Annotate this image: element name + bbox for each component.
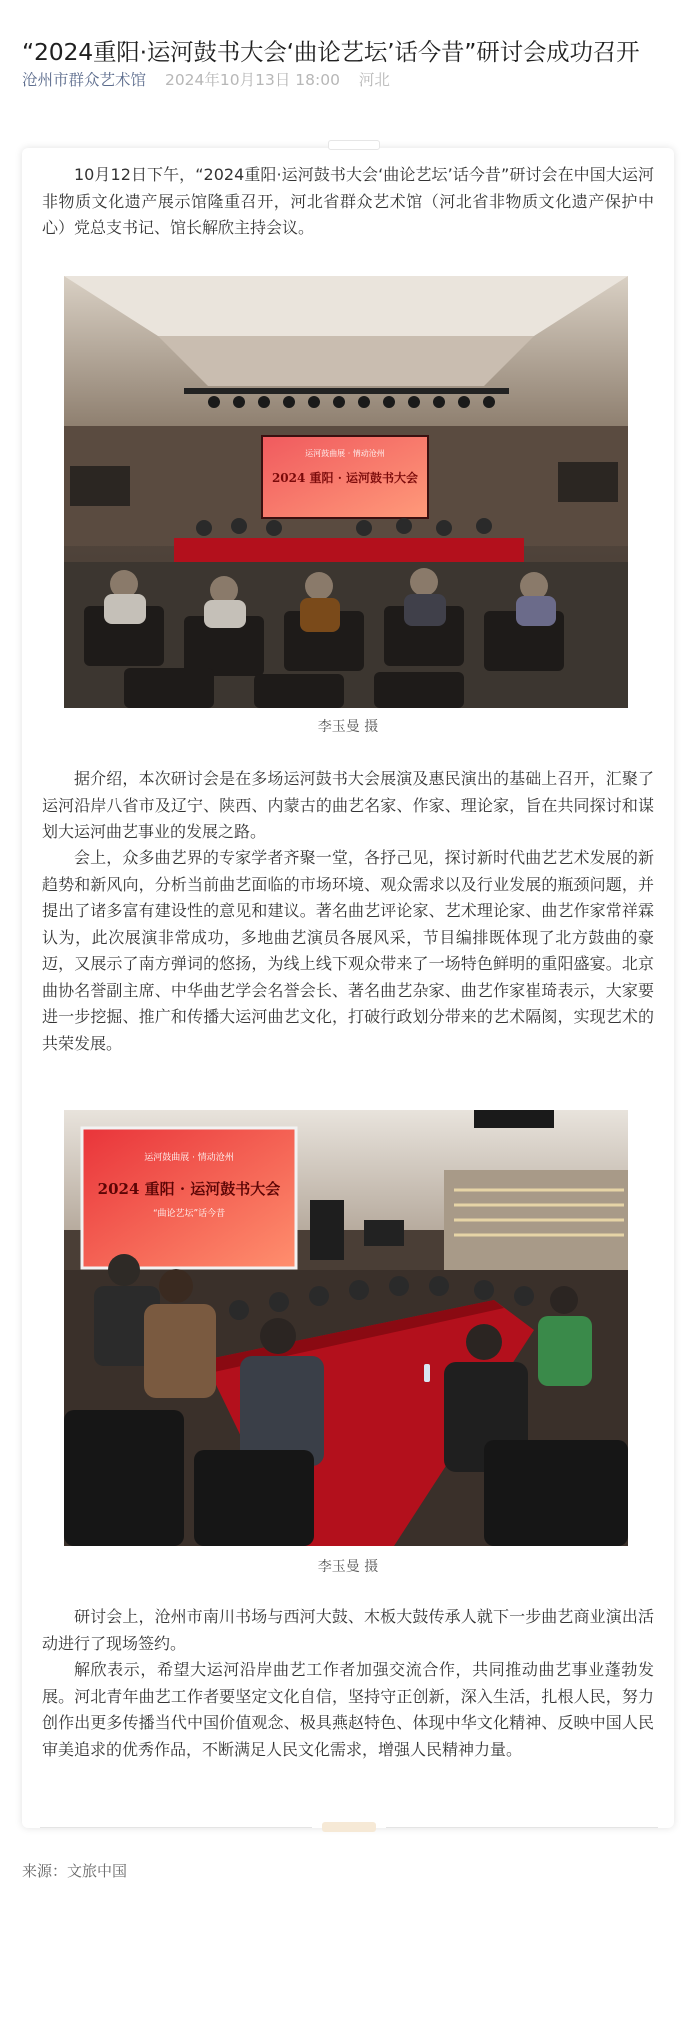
- screen-title: 2024 重阳 · 运河鼓书大会: [271, 471, 419, 485]
- conference-photo-1: [64, 276, 628, 708]
- conference-photo-2: [64, 1110, 628, 1546]
- card-top-divider: [328, 140, 380, 150]
- article-title: “2024重阳·运河鼓书大会‘曲论艺坛’话今昔”研讨会成功召开: [22, 37, 640, 66]
- screen-subtitle: 运河鼓曲展 · 情动沧州: [305, 449, 385, 458]
- article-meta: [22, 68, 390, 90]
- photo-1-caption: 李玉曼 摄: [317, 719, 379, 735]
- screen2-subtitle: 运河鼓曲展 · 情动沧州: [144, 1153, 234, 1163]
- bottom-divider-left: [40, 1827, 312, 1828]
- conference-hall-image: [64, 276, 628, 708]
- bottom-divider-right: [386, 1827, 658, 1828]
- round-table-image: [64, 1110, 628, 1546]
- card-bottom-divider: [322, 1822, 376, 1832]
- article-source: 来源：文旅中国: [22, 1862, 128, 1880]
- screen2-title: 2024 重阳 · 运河鼓书大会: [97, 1180, 281, 1198]
- screen2-caption: “曲论艺坛”话今昔: [152, 1209, 226, 1219]
- photo-2-caption: 李玉曼 摄: [317, 1559, 379, 1575]
- paragraph-2: 据介绍，本次研讨会是在多场运河鼓书大会展演及惠民演出的基础上召开，汇聚了运河沿岸八省市及辽宁、陕西、内蒙古的曲艺名家、作家、理论家，旨在共同探讨和谋划大运河曲艺事业的发展之路。: [42, 769, 654, 841]
- paragraph-5: 解欣表示，希望大运河沿岸曲艺工作者加强交流合作，共同推动曲艺事业蓬勃发展。河北青年曲艺工作者要坚定文化自信，坚持守正创新，深入生活，扎根人民，努力创作出更多传播当代中国价值观念、极具燕赵特色、体现中华文化精神、反映中国人民审美追求的优秀作品，不断满足人民文化需求，增强人民精神力量。: [42, 1660, 654, 1759]
- publish-date: 2024年10月13日 18:00: [164, 71, 340, 89]
- publish-region: 河北: [358, 71, 390, 89]
- publisher-link[interactable]: 沧州市群众艺术馆: [22, 71, 147, 89]
- paragraph-3: 会上，众多曲艺界的专家学者齐聚一堂，各抒己见，探讨新时代曲艺艺术发展的新趋势和新风向，分析当前曲艺面临的市场环境、观众需求以及行业发展的瓶颈问题，并提出了诸多富有建设性的意见和建议。著名曲艺评论家、艺术理论家、曲艺作家常祥霖认为，此次展演非常成功，多地曲艺演员各展风采，节目编排既体现了北方鼓曲的豪迈，又展示了南方弹词的悠扬，为线上线下观众带来了一场特色鲜明的重阳盛宴。北京曲协名誉副主席、中华曲艺学会名誉会长、著名曲艺杂家、曲艺作家崔琦表示，大家要进一步挖掘、推广和传播大运河曲艺文化，打破行政划分带来的艺术隔阂，实现艺术的共荣发展。: [42, 848, 654, 1053]
- paragraph-1: 10月12日下午，“2024重阳·运河鼓书大会‘曲论艺坛’话今昔”研讨会在中国大运河非物质文化遗产展示馆隆重召开，河北省群众艺术馆（河北省非物质文化遗产保护中心）党总支书记、馆长解欣主持会议。: [42, 165, 654, 237]
- paragraph-4: 研讨会上，沧州市南川书场与西河大鼓、木板大鼓传承人就下一步曲艺商业演出活动进行了现场签约。: [42, 1607, 654, 1653]
